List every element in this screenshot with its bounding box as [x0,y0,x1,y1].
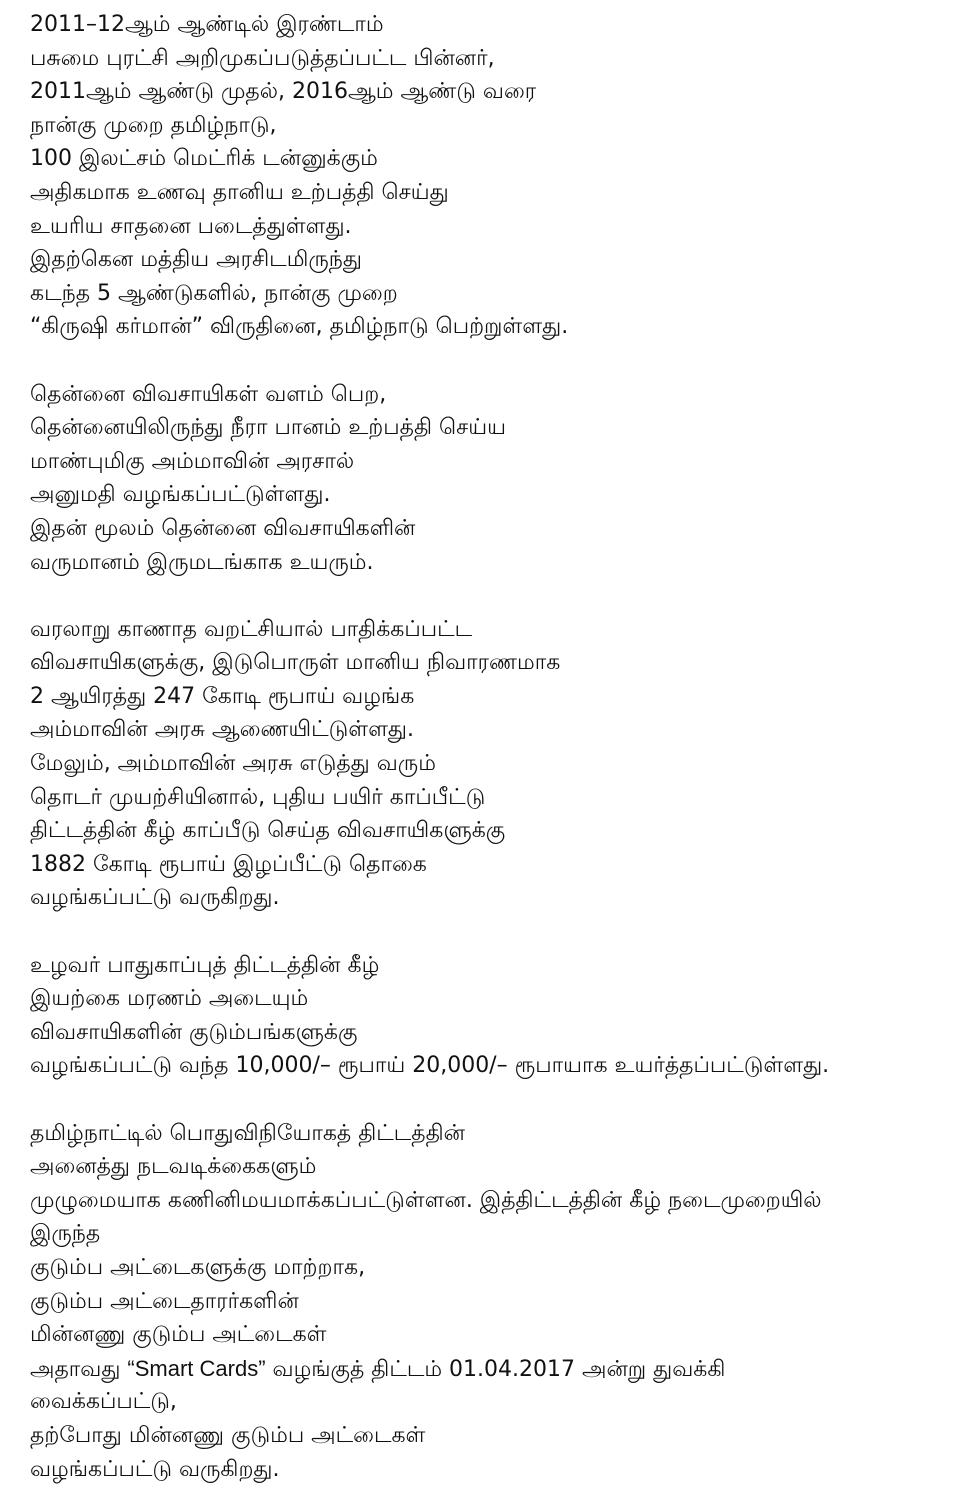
text-line: இயற்கை மரணம் அடையும் [30,986,309,1012]
text-line: 1882 கோடி ரூபாய் இழப்பீட்டு தொகை [30,851,427,877]
text-line: 100 இலட்சம் மெட்ரிக் டன்னுக்கும் [30,146,378,172]
smart-cards-term: “Smart Cards” [127,1355,266,1381]
smart-cards-line [30,1352,930,1386]
paragraph-farmer-protection [30,949,930,1083]
paragraph-gap [30,344,930,378]
text-line: உயரிய சாதனை படைத்துள்ளது. [30,213,352,239]
text-line: வருமானம் இருமடங்காக உயரும். [30,549,374,575]
paragraph-gap [30,1083,930,1117]
text-line: மாண்புமிகு அம்மாவின் அரசால் [30,448,355,474]
text-line: மின்னணு குடும்ப அட்டைகள் [30,1322,327,1348]
text-line: திட்டத்தின் கீழ் காப்பீடு செய்த விவசாயிகளுக்கு [30,818,506,844]
text-line: 2 ஆயிரத்து 247 கோடி ரூபாய் வழங்க [30,683,415,709]
text-line: 2011ஆம் ஆண்டு முதல், 2016ஆம் ஆண்டு வரை [30,79,537,105]
text-line: விவசாயிகளுக்கு, இடுபொருள் மானிய நிவாரணமாக [30,650,561,676]
text-line: பசுமை புரட்சி அறிமுகப்படுத்தப்பட்ட பின்னர், [30,45,495,71]
text-line: இதன் மூலம் தென்னை விவசாயிகளின் [30,515,416,541]
text-line: உழவர் பாதுகாப்புத் திட்டத்தின் கீழ் [30,952,380,978]
text-line: 2011–12ஆம் ஆண்டில் இரண்டாம் [30,12,384,37]
text-line: தமிழ்நாட்டில் பொதுவிநியோகத் திட்டத்தின் [30,1120,465,1146]
text-line: கடந்த 5 ஆண்டுகளில், நான்கு முறை [30,280,398,306]
text-line: இதற்கென மத்திய அரசிடமிருந்து [30,247,362,273]
text-line: அனைத்து நடவடிக்கைகளும் [30,1154,317,1180]
smart-cards-prefix: அதாவது [30,1356,128,1382]
paragraph-coconut-farmers [30,378,930,580]
text-line: குடும்ப அட்டைகளுக்கு மாற்றாக, [30,1254,366,1280]
text-line: தென்னையிலிருந்து நீரா பானம் உற்பத்தி செய்ய [30,415,507,441]
text-line: அம்மாவின் அரசு ஆணையிட்டுள்ளது. [30,717,415,743]
text-line: தற்போது மின்னணு குடும்ப அட்டைகள் [30,1422,426,1448]
text-line: வழங்கப்பட்டு வந்த 10,000/– ரூபாய் 20,000/– ரூபாயாக உயர்த்தப்பட்டுள்ளது. [30,1053,830,1079]
paragraph-smart-cards [30,1117,930,1487]
document-body [30,8,930,1486]
text-line: விவசாயிகளின் குடும்பங்களுக்கு [30,1019,358,1045]
text-line: குடும்ப அட்டைதாரர்களின் [30,1288,299,1314]
paragraph-gap [30,915,930,949]
smart-cards-suffix: வழங்குத் திட்டம் 01.04.2017 அன்று துவக்கி [265,1356,726,1382]
paragraph-green-revolution [30,8,930,344]
text-line: அதிகமாக உணவு தானிய உற்பத்தி செய்து [30,179,449,205]
text-line: “கிருஷி கர்மான்” விருதினை, தமிழ்நாடு பெற்றுள்ளது. [30,314,569,340]
text-line: வைக்கப்பட்டு, [30,1389,177,1415]
paragraph-gap [30,579,930,613]
text-line: முழுமையாக கணினிமயமாக்கப்பட்டுள்ளன. இத்திட்டத்தின் கீழ் நடைமுறையில் [30,1187,822,1213]
paragraph-drought-relief [30,613,930,915]
text-line: நான்கு முறை தமிழ்நாடு, [30,112,277,138]
text-line: வழங்கப்பட்டு வருகிறது. [30,885,280,911]
text-line: தென்னை விவசாயிகள் வளம் பெற, [30,381,387,407]
text-line: வரலாறு காணாத வறட்சியால் பாதிக்கப்பட்ட [30,616,473,642]
text-line: இருந்த [30,1221,101,1247]
text-line: தொடர் முயற்சியினால், புதிய பயிர் காப்பீட்டு [30,784,486,810]
text-line: வழங்கப்பட்டு வருகிறது. [30,1456,280,1482]
text-line: அனுமதி வழங்கப்பட்டுள்ளது. [30,482,331,508]
text-line: மேலும், அம்மாவின் அரசு எடுத்து வரும் [30,751,436,777]
